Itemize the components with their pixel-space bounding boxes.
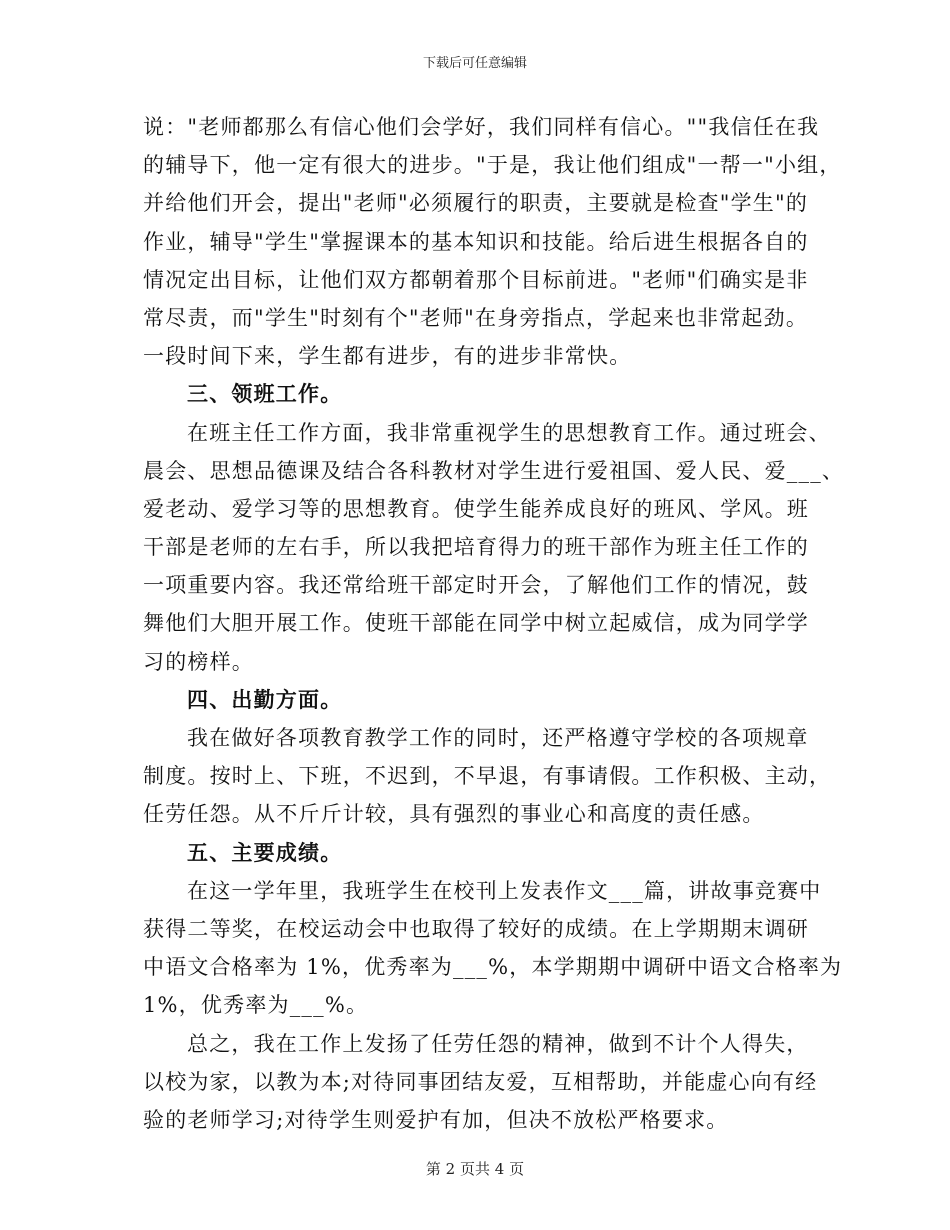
text-line: 制度。按时上、下班，不迟到，不早退，有事请假。工作积极、主动， [143, 764, 832, 789]
text-line: 1%，优秀率为___%。 [143, 993, 369, 1018]
text-line: 爱老动、爱学习等的思想教育。使学生能养成良好的班风、学风。班 [143, 496, 809, 521]
text-line: 在这一学年里，我班学生在校刊上发表作文___篇，讲故事竞赛中 [187, 878, 822, 903]
text-line: 以校为家，以教为本;对待同事团结友爱，互相帮助，并能虚心向有经 [143, 1069, 818, 1094]
document-body [143, 108, 845, 1139]
text-line: 获得二等奖，在校运动会中也取得了较好的成绩。在上学期期末调研 [143, 916, 809, 941]
text-line: 中语文合格率为 1%，优秀率为___%，本学期期中调研中语文合格率为 [143, 955, 843, 980]
text-line: 干部是老师的左右手，所以我把培育得力的班干部作为班主任工作的 [143, 535, 809, 560]
text-line: 常尽责，而"学生"时刻有个"老师"在身旁指点，学起来也非常起劲。 [143, 305, 809, 330]
text-line: 习的榜样。 [143, 649, 254, 674]
page-header: 下载后可任意编辑 [422, 56, 527, 71]
page-footer: 第 2 页共 4 页 [425, 1160, 525, 1178]
text-line: 的辅导下，他一定有很大的进步。"于是，我让他们组成"一帮一"小组， [143, 153, 842, 178]
text-line: 作业，辅导"学生"掌握课本的基本知识和技能。给后进生根据各自的 [143, 229, 809, 254]
text-line: 晨会、思想品德课及结合各科教材对学生进行爱祖国、爱人民、爱___、 [143, 458, 845, 483]
section-heading: 三、领班工作。 [187, 381, 343, 407]
text-line: 并给他们开会，提出"老师"必须履行的职责，主要就是检查"学生"的 [143, 191, 809, 216]
text-line: 情况定出目标，让他们双方都朝着那个目标前进。"老师"们确实是非 [143, 267, 809, 292]
text-line: 总之，我在工作上发扬了任劳任怨的精神，做到不计个人得失， [187, 1031, 809, 1056]
text-line: 我在做好各项教育教学工作的同时，还严格遵守学校的各项规章 [187, 726, 809, 750]
section-heading: 四、出勤方面。 [187, 686, 343, 712]
text-line: 说："老师都那么有信心他们会学好，我们同样有信心。""我信任在我 [143, 115, 820, 139]
text-line: 一段时间下来，学生都有进步，有的进步非常快。 [143, 344, 632, 369]
text-line: 舞他们大胆开展工作。使班干部能在同学中树立起威信，成为同学学 [143, 611, 809, 636]
text-line: 一项重要内容。我还常给班干部定时开会，了解他们工作的情况，鼓 [143, 573, 809, 598]
section-heading: 五、主要成绩。 [187, 839, 343, 865]
text-line: 任劳任怨。从不斤斤计较，具有强烈的事业心和高度的责任感。 [143, 802, 765, 827]
text-line: 在班主任工作方面，我非常重视学生的思想教育工作。通过班会、 [187, 420, 831, 445]
text-line: 验的老师学习;对待学生则爱护有加，但决不放松严格要求。 [143, 1107, 729, 1132]
